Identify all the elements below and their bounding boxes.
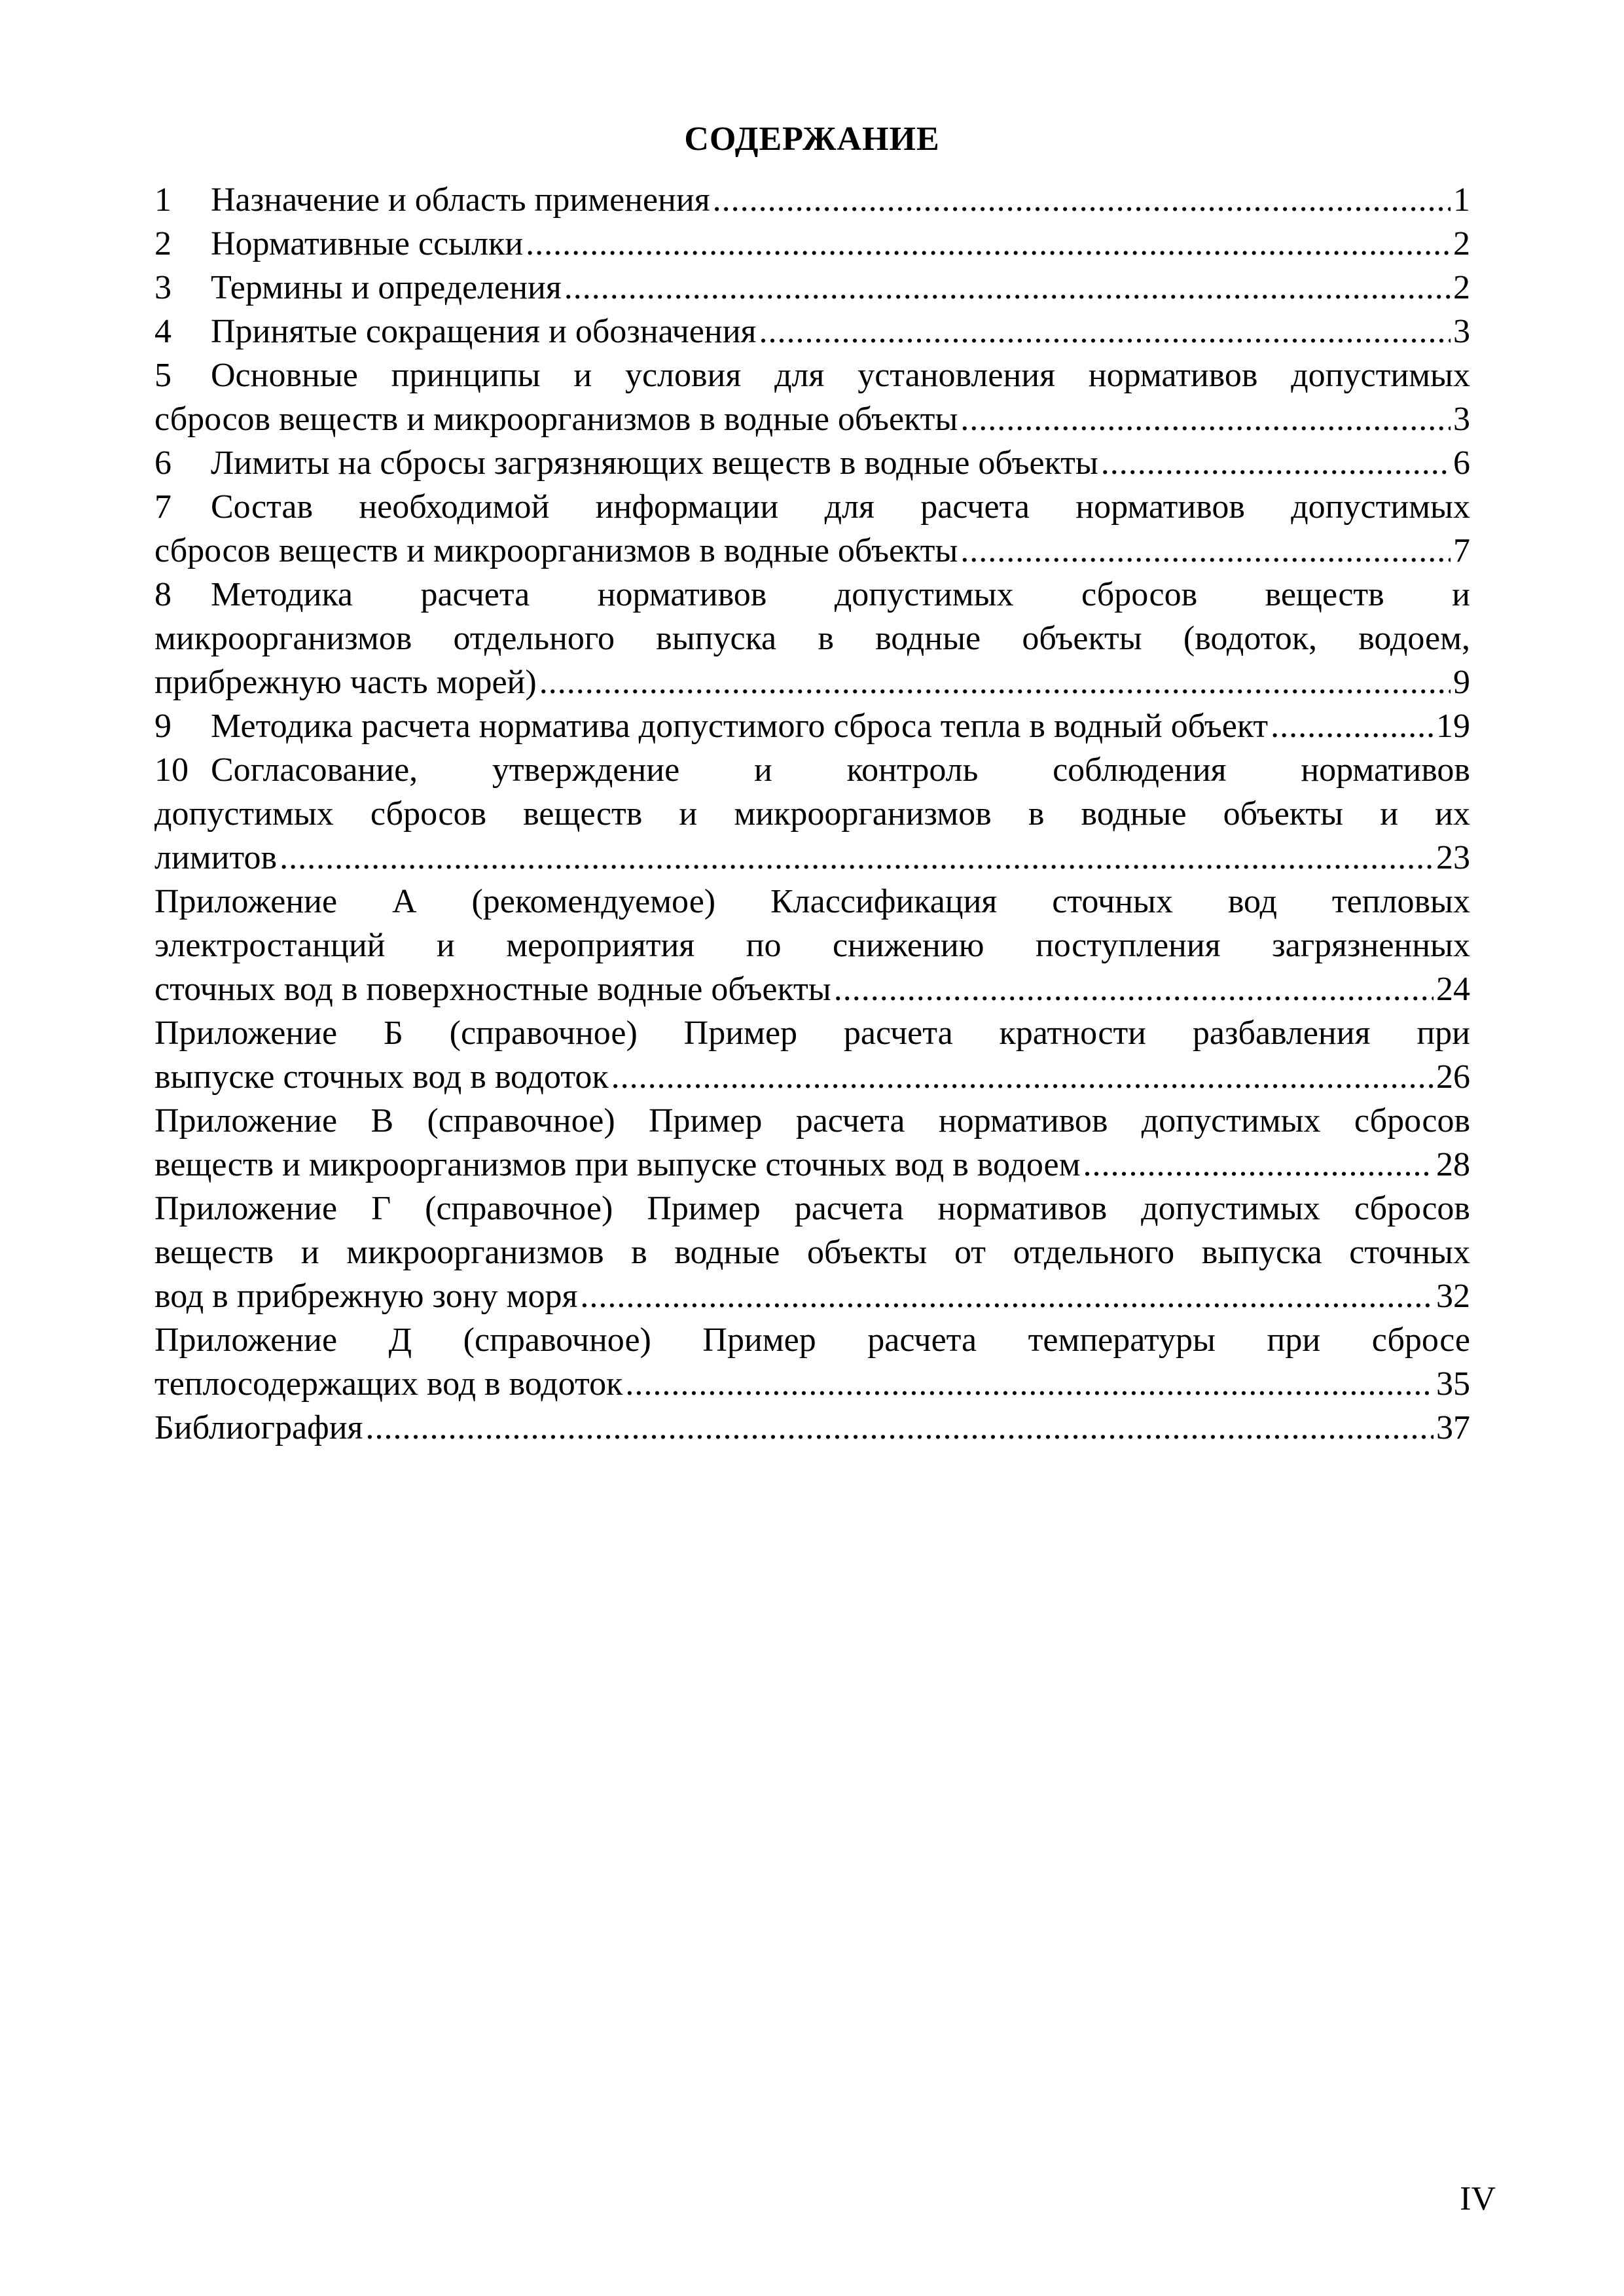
dot-leader xyxy=(280,836,1434,880)
toc-entry-number: 2 xyxy=(154,225,171,262)
toc-entry-text: Приложение Г (справочное) Пример расчета нормативов допустимых сбросов xyxy=(154,1190,1470,1227)
toc-line xyxy=(154,178,1470,222)
dot-leader xyxy=(1083,1143,1434,1187)
dot-leader xyxy=(365,1406,1434,1450)
toc-line xyxy=(154,1274,1470,1318)
toc-entry[interactable] xyxy=(154,573,1470,704)
dot-leader xyxy=(625,1362,1434,1406)
toc-entry-page: 23 xyxy=(1436,839,1470,876)
page-title: СОДЕРЖАНИЕ xyxy=(684,120,940,158)
toc-entry-text: Приложение Б (справочное) Пример расчета кратности разбавления при xyxy=(154,1014,1470,1052)
toc-line xyxy=(154,924,1470,967)
toc-line xyxy=(154,310,1470,353)
toc-entry-text: прибрежную часть морей) xyxy=(154,664,537,701)
dot-leader xyxy=(1271,704,1434,748)
toc-entry[interactable] xyxy=(154,222,1470,266)
toc-entry-text: теплосодержащих вод в водоток xyxy=(154,1365,623,1403)
toc-entry-page: 35 xyxy=(1436,1365,1470,1403)
toc-entry-number: 9 xyxy=(154,708,171,745)
toc-entry[interactable] xyxy=(154,1187,1470,1318)
toc-entry-text: лимитов xyxy=(154,839,278,876)
toc-line xyxy=(154,529,1470,573)
toc-entry-text: вод в прибрежную зону моря xyxy=(154,1278,578,1315)
dot-leader xyxy=(759,310,1451,353)
toc-entry-text: веществ и микроорганизмов при выпуске сточных вод в водоем xyxy=(154,1146,1081,1183)
toc-entry-text: Библиография xyxy=(154,1409,363,1446)
toc-line xyxy=(154,1362,1470,1406)
dot-leader xyxy=(526,222,1451,266)
toc-line xyxy=(154,704,1470,748)
toc-line xyxy=(154,266,1470,310)
toc-line xyxy=(154,880,1470,924)
toc-line xyxy=(154,792,1470,836)
toc-entry[interactable] xyxy=(154,880,1470,1011)
toc-entry-text: электростанций и мероприятия по снижению поступления загрязненных xyxy=(154,927,1470,964)
toc-entry-number: 3 xyxy=(154,269,171,306)
toc-entry-number: 4 xyxy=(154,313,171,350)
toc-line xyxy=(154,1406,1470,1450)
toc-entry[interactable] xyxy=(154,485,1470,573)
toc-entry-text: Термины и определения xyxy=(211,269,562,306)
toc-entry-text: Методика расчета норматива допустимого сброса тепла в водный объект xyxy=(211,708,1269,745)
table-of-contents xyxy=(154,178,1470,1450)
toc-entry-page: 9 xyxy=(1453,664,1470,701)
toc-entry-text: Методика расчета нормативов допустимых сбросов веществ и xyxy=(211,576,1470,613)
dot-leader xyxy=(611,1055,1434,1099)
toc-line xyxy=(154,441,1470,485)
toc-line xyxy=(154,222,1470,266)
toc-entry[interactable] xyxy=(154,353,1470,441)
toc-entry-page: 2 xyxy=(1453,225,1470,262)
toc-entry-page: 6 xyxy=(1453,444,1470,482)
toc-entry-number: 10 xyxy=(154,751,189,789)
dot-leader xyxy=(960,397,1451,441)
toc-line xyxy=(154,1143,1470,1187)
toc-line xyxy=(154,660,1470,704)
toc-line xyxy=(154,1055,1470,1099)
toc-entry-text: Согласование, утверждение и контроль соблюдения нормативов xyxy=(211,751,1470,789)
toc-entry-text: Назначение и область применения xyxy=(211,181,710,219)
toc-line xyxy=(154,1099,1470,1143)
dot-leader xyxy=(539,660,1451,704)
toc-entry-text: сточных вод в поверхностные водные объекты xyxy=(154,971,831,1008)
toc-line xyxy=(154,1318,1470,1362)
toc-entry-page: 26 xyxy=(1436,1058,1470,1096)
toc-line xyxy=(154,617,1470,660)
toc-entry-text: Приложение В (справочное) Пример расчета нормативов допустимых сбросов xyxy=(154,1102,1470,1139)
toc-line xyxy=(154,967,1470,1011)
toc-entry-text: микроорганизмов отдельного выпуска в водные объекты (водоток, водоем, xyxy=(154,620,1470,657)
dot-leader xyxy=(580,1274,1434,1318)
toc-line xyxy=(154,1230,1470,1274)
dot-leader xyxy=(960,529,1451,573)
toc-entry-number: 1 xyxy=(154,181,171,219)
toc-entry[interactable] xyxy=(154,178,1470,222)
toc-entry-page: 28 xyxy=(1436,1146,1470,1183)
toc-entry-page: 3 xyxy=(1453,401,1470,438)
toc-entry[interactable] xyxy=(154,310,1470,353)
toc-entry[interactable] xyxy=(154,1406,1470,1450)
toc-line xyxy=(154,573,1470,617)
toc-entry[interactable] xyxy=(154,1011,1470,1099)
dot-leader xyxy=(1101,441,1451,485)
toc-line xyxy=(154,397,1470,441)
toc-entry-page: 37 xyxy=(1436,1409,1470,1446)
toc-entry[interactable] xyxy=(154,266,1470,310)
toc-entry-text: Нормативные ссылки xyxy=(211,225,524,262)
dot-leader xyxy=(713,178,1451,222)
toc-entry-number: 6 xyxy=(154,444,171,482)
toc-line xyxy=(154,485,1470,529)
toc-entry-text: Приложение Д (справочное) Пример расчета температуры при сбросе xyxy=(154,1321,1470,1359)
toc-entry[interactable] xyxy=(154,441,1470,485)
toc-entry-text: сбросов веществ и микроорганизмов в водные объекты xyxy=(154,532,958,569)
toc-entry-text: допустимых сбросов веществ и микроорганизмов в водные объекты и их xyxy=(154,795,1470,833)
toc-line xyxy=(154,748,1470,792)
toc-entry-text: Состав необходимой информации для расчета нормативов допустимых xyxy=(211,488,1470,526)
toc-line xyxy=(154,353,1470,397)
toc-entry-text: сбросов веществ и микроорганизмов в водные объекты xyxy=(154,401,958,438)
toc-entry[interactable] xyxy=(154,1318,1470,1406)
toc-entry-text: веществ и микроорганизмов в водные объекты от отдельного выпуска сточных xyxy=(154,1234,1470,1271)
toc-entry[interactable] xyxy=(154,704,1470,748)
toc-line xyxy=(154,1011,1470,1055)
toc-entry-text: Приложение А (рекомендуемое) Классификация сточных вод тепловых xyxy=(154,883,1470,920)
toc-entry-page: 19 xyxy=(1436,708,1470,745)
toc-entry-page: 24 xyxy=(1436,971,1470,1008)
toc-line xyxy=(154,1187,1470,1230)
toc-entry-page: 1 xyxy=(1453,181,1470,219)
toc-entry-page: 2 xyxy=(1453,269,1470,306)
toc-entry-text: выпуске сточных вод в водоток xyxy=(154,1058,609,1096)
toc-entry-text: Основные принципы и условия для установления нормативов допустимых xyxy=(211,357,1470,394)
dot-leader xyxy=(564,266,1451,310)
page-number: IV xyxy=(1460,2180,1496,2217)
toc-entry-number: 7 xyxy=(154,488,171,526)
toc-entry[interactable] xyxy=(154,1099,1470,1187)
toc-entry[interactable] xyxy=(154,748,1470,880)
toc-entry-page: 7 xyxy=(1453,532,1470,569)
toc-entry-page: 32 xyxy=(1436,1278,1470,1315)
toc-entry-text: Лимиты на сбросы загрязняющих веществ в водные объекты xyxy=(211,444,1098,482)
toc-entry-page: 3 xyxy=(1453,313,1470,350)
toc-entry-number: 5 xyxy=(154,357,171,394)
toc-line xyxy=(154,836,1470,880)
toc-entry-number: 8 xyxy=(154,576,171,613)
dot-leader xyxy=(834,967,1434,1011)
toc-entry-text: Принятые сокращения и обозначения xyxy=(211,313,757,350)
